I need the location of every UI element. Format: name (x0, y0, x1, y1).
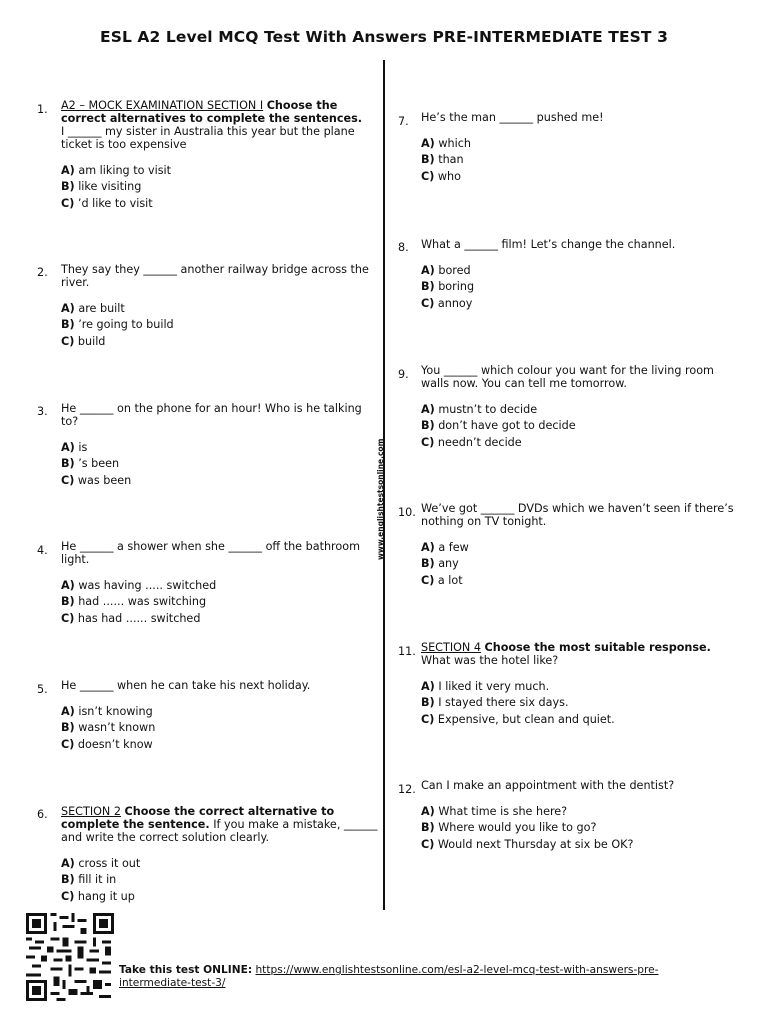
option-a[interactable]: A) bored (421, 264, 471, 277)
option-a[interactable]: A) is (61, 441, 88, 454)
question-3 (61, 402, 379, 489)
section-label: A2 – MOCK EXAMINATION SECTION I (61, 99, 264, 112)
question-number: 3. (37, 405, 48, 418)
question-number: 10. (398, 506, 416, 519)
option-c[interactable]: C) Would next Thursday at six be OK? (421, 837, 634, 851)
question-text: We’ve got ______ DVDs which we haven’t seen if there’s nothing on TV tonight. (421, 502, 734, 528)
option-b[interactable]: B) fill it in (61, 873, 117, 887)
question-text: He ______ a shower when she ______ off the bathroom light. (61, 540, 360, 566)
side-url: www.englishtestsonline.com (376, 438, 385, 560)
footer-label: Take this test ONLINE: (119, 964, 253, 976)
option-c[interactable]: C) needn’t decide (421, 435, 522, 449)
option-c[interactable]: C) was been (61, 473, 132, 487)
option-b[interactable]: B) ’re going to build (61, 318, 174, 332)
question-number: 6. (37, 808, 48, 821)
option-a[interactable]: A) am liking to visit (61, 164, 172, 177)
option-c[interactable]: C) ’d like to visit (61, 196, 153, 210)
question-text: I ______ my sister in Australia this year but the plane ticket is too expensive (61, 125, 355, 151)
question-11 (421, 641, 739, 728)
question-text: What was the hotel like? (421, 654, 559, 667)
section-label: SECTION 4 (421, 641, 481, 654)
section-instruction: Choose the most suitable response. (484, 641, 711, 654)
question-number: 2. (37, 266, 48, 279)
option-c[interactable]: C) hang it up (61, 889, 135, 903)
footer-online (119, 964, 699, 990)
question-number: 11. (398, 645, 416, 658)
option-b[interactable]: B) like visiting (61, 180, 142, 194)
question-number: 7. (398, 115, 409, 128)
section-instruction: Choose the correct alternative to complete the sentence. (61, 805, 335, 831)
question-text: He ______ on the phone for an hour! Who is he talking to? (61, 402, 362, 428)
option-b[interactable]: B) ’s been (61, 457, 120, 471)
test-online-link[interactable]: https://www.englishtestsonline.com/esl-a2-level-mcq-test-with-answers-pre-intermediate-test-3/ (119, 964, 659, 989)
question-1 (61, 99, 379, 212)
option-a[interactable]: A) mustn’t to decide (421, 403, 538, 416)
question-number: 12. (398, 783, 416, 796)
question-number: 8. (398, 241, 409, 254)
option-c[interactable]: C) a lot (421, 573, 463, 587)
question-4 (61, 540, 379, 627)
option-b[interactable]: B) than (421, 153, 464, 167)
qr-code-icon (26, 913, 114, 1001)
question-8 (421, 238, 739, 312)
option-b[interactable]: B) any (421, 557, 459, 571)
option-b[interactable]: B) boring (421, 280, 475, 294)
question-number: 9. (398, 368, 409, 381)
option-b[interactable]: B) had ...... was switching (61, 595, 207, 609)
option-b[interactable]: B) wasn’t known (61, 721, 156, 735)
question-7 (421, 111, 739, 185)
option-a[interactable]: A) which (421, 137, 471, 150)
option-c[interactable]: C) doesn’t know (61, 737, 153, 751)
question-text: You ______ which colour you want for the living room walls now. You can tell me tomorrow. (421, 364, 714, 390)
question-5 (61, 679, 379, 753)
section-instruction: Choose the correct alternatives to complete the sentences. (61, 99, 362, 125)
question-number: 4. (37, 544, 48, 557)
option-c[interactable]: C) Expensive, but clean and quiet. (421, 712, 615, 726)
option-c[interactable]: C) who (421, 169, 461, 183)
question-text: Can I make an appointment with the dentist? (421, 779, 675, 792)
option-a[interactable]: A) are built (61, 302, 125, 315)
question-6 (61, 805, 379, 905)
option-c[interactable]: C) build (61, 334, 106, 348)
page-title: ESL A2 Level MCQ Test With Answers PRE-INTERMEDIATE TEST 3 (100, 28, 668, 46)
question-12 (421, 779, 739, 853)
option-b[interactable]: B) don’t have got to decide (421, 419, 576, 433)
option-a[interactable]: A) I liked it very much. (421, 680, 550, 693)
question-2 (61, 263, 379, 350)
question-9 (421, 364, 739, 451)
question-10 (421, 502, 739, 589)
option-a[interactable]: A) cross it out (61, 857, 141, 870)
option-a[interactable]: A) a few (421, 541, 469, 554)
question-text: They say they ______ another railway bridge across the river. (61, 263, 369, 289)
question-text: What a ______ film! Let’s change the channel. (421, 238, 676, 251)
question-text: He’s the man ______ pushed me! (421, 111, 604, 124)
question-text: If you make a mistake, ______ and write the correct solution clearly. (61, 818, 378, 844)
option-b[interactable]: B) I stayed there six days. (421, 696, 569, 710)
option-b[interactable]: B) Where would you like to go? (421, 821, 597, 835)
option-a[interactable]: A) What time is she here? (421, 805, 568, 818)
question-text: He ______ when he can take his next holiday. (61, 679, 311, 692)
question-number: 1. (37, 103, 48, 116)
option-a[interactable]: A) isn’t knowing (61, 705, 153, 718)
option-c[interactable]: C) has had ...... switched (61, 611, 201, 625)
option-c[interactable]: C) annoy (421, 296, 473, 310)
section-label: SECTION 2 (61, 805, 121, 818)
option-a[interactable]: A) was having ..... switched (61, 579, 217, 592)
question-number: 5. (37, 683, 48, 696)
